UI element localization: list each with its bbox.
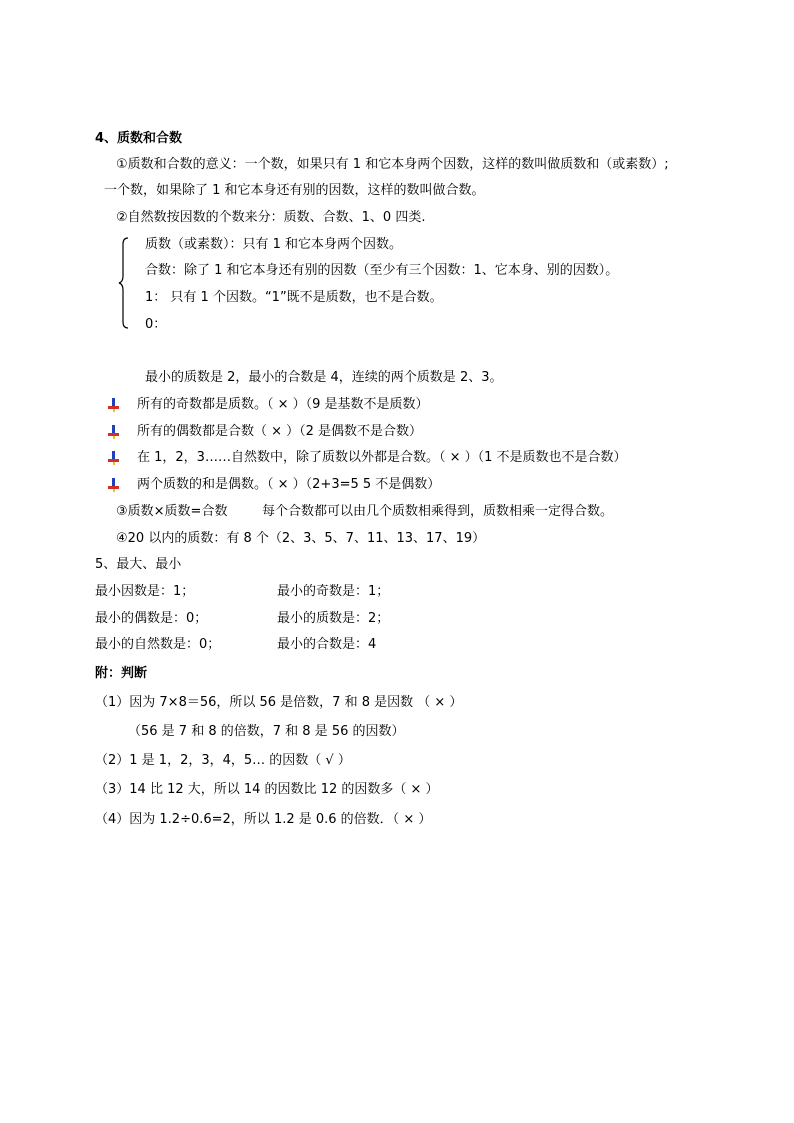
- judgment-item: 在 1，2，3……自然数中，除了质数以外都是合数。（ × ）（1 不是质数也不是合数）: [137, 450, 627, 465]
- section-4-heading: 4、质数和合数: [95, 131, 183, 146]
- appendix-item: （3）14 比 12 大，所以 14 的因数比 12 的因数多（ × ）: [95, 782, 439, 797]
- min-row-left: 最小的偶数是：0；: [95, 611, 208, 626]
- curly-brace-icon: [118, 236, 130, 330]
- min-row-left: 最小的自然数是：0；: [95, 637, 221, 652]
- product-rule-explanation: 每个合数都可以由几个质数相乘得到，质数相乘一定得合数。: [262, 504, 614, 519]
- pushpin-bullet-icon: [108, 398, 120, 412]
- pushpin-bullet-icon: [108, 478, 120, 492]
- appendix-heading: 附：判断: [95, 666, 148, 681]
- min-row-right: 最小的质数是：2；: [277, 611, 390, 626]
- appendix-item: （4）因为 1.2÷0.6=2，所以 1.2 是 0.6 的倍数．（ × ）: [95, 812, 432, 827]
- brace-item-prime: 质数（或素数）：只有 1 和它本身两个因数。: [145, 237, 403, 252]
- classify-text: ②自然数按因数的个数来分：质数、合数、1、0 四类.: [116, 210, 426, 225]
- min-row-left: 最小因数是：1；: [95, 584, 195, 599]
- min-row-right: 最小的合数是：4: [277, 637, 377, 652]
- meaning-text-2: 一个数，如果除了 1 和它本身还有别的因数，这样的数叫做合数。: [104, 183, 485, 198]
- judgment-item: 两个质数的和是偶数。（ × ）（2+3=5 5 不是偶数）: [137, 477, 441, 492]
- brace-item-zero: 0：: [145, 317, 167, 332]
- primes-under-20-text: ④20 以内的质数：有 8 个（2、3、5、7、11、13、17、19）: [116, 531, 486, 546]
- pushpin-bullet-icon: [108, 425, 120, 439]
- product-rule-text: ③质数×质数=合数: [116, 504, 228, 519]
- judgment-item: 所有的偶数都是合数（ × ）（2 是偶数不是合数）: [137, 424, 423, 439]
- appendix-note: （56 是 7 和 8 的倍数，7 和 8 是 56 的因数）: [128, 724, 405, 739]
- appendix-item: （2）1 是 1，2，3，4，5… 的因数（ √ ）: [95, 753, 351, 768]
- brace-item-composite: 合数：除了 1 和它本身还有别的因数（至少有三个因数：1、它本身、别的因数）。: [145, 263, 619, 278]
- meaning-text-1: ①质数和合数的意义：一个数，如果只有 1 和它本身两个因数，这样的数叫做质数和（或素数）;: [116, 157, 669, 172]
- appendix-item: （1）因为 7×8＝56，所以 56 是倍数，7 和 8 是因数 （ × ）: [95, 695, 463, 710]
- pushpin-bullet-icon: [108, 451, 120, 465]
- brace-item-one: 1： 只有 1 个因数。“1”既不是质数，也不是合数。: [145, 290, 443, 305]
- judgment-item: 所有的奇数都是质数。（ × ）（9 是基数不是质数）: [137, 397, 429, 412]
- smallest-prime-composite-text: 最小的质数是 2，最小的合数是 4，连续的两个质数是 2、3。: [145, 370, 503, 385]
- min-row-right: 最小的奇数是：1；: [277, 584, 390, 599]
- section-5-heading: 5、最大、最小: [95, 557, 182, 572]
